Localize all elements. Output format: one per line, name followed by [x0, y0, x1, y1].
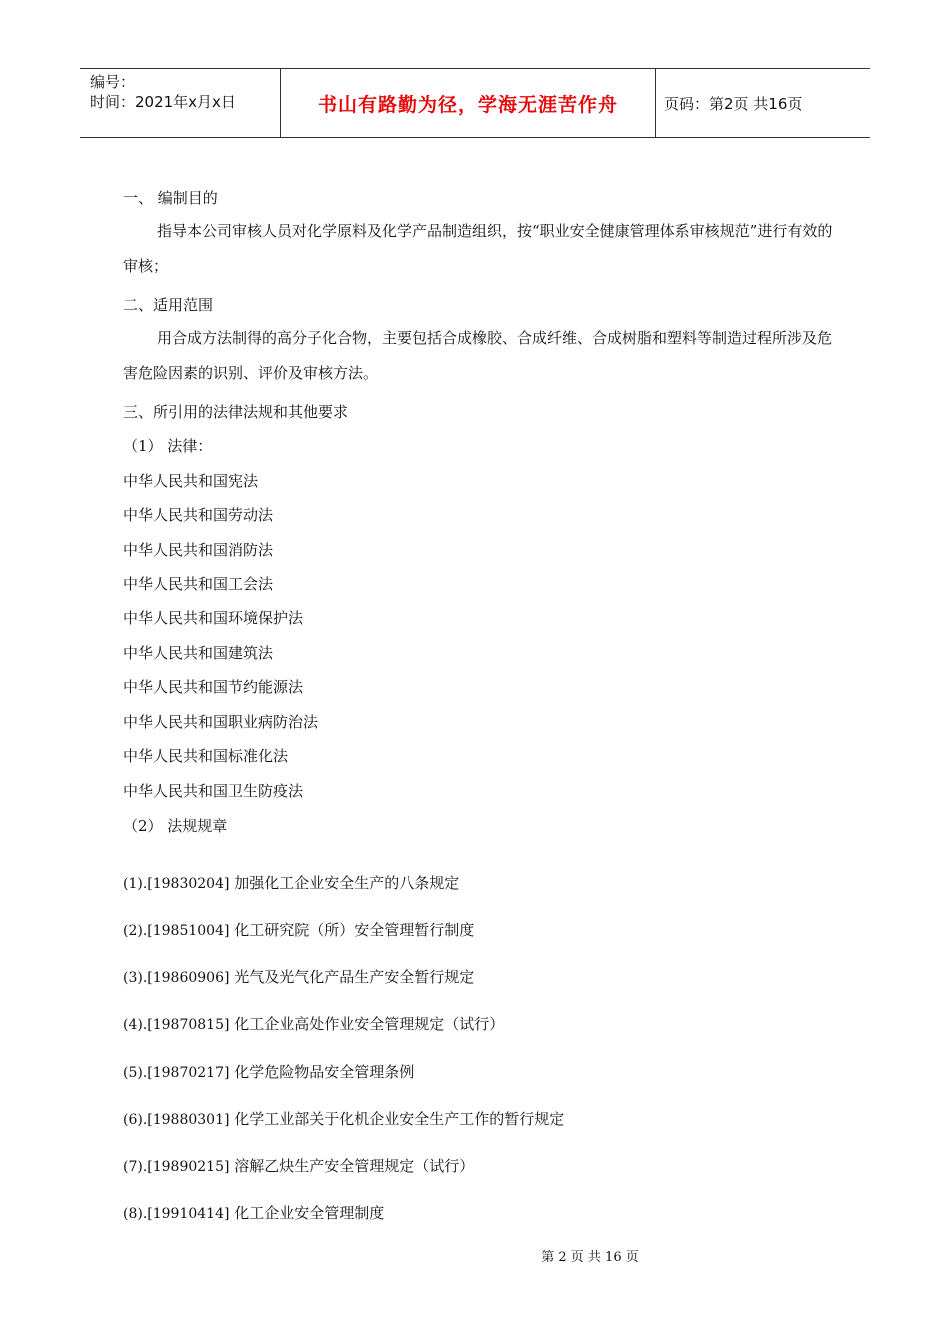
regulation-item: [123, 1155, 474, 1176]
law-item: 中华人民共和国职业病防治法: [123, 713, 319, 731]
law-item: 中华人民共和国宪法: [123, 472, 259, 490]
time-label: 时间：2021年x月x日: [90, 93, 236, 111]
section-1-title: 一、 编制目的: [123, 189, 218, 207]
regulation-code: (6).[19880301]: [123, 1112, 230, 1128]
law-item: 中华人民共和国消防法: [123, 541, 274, 559]
regulation-code: (3).[19860906]: [123, 970, 230, 986]
subsection-regulations-title: （2） 法规规章: [123, 817, 228, 835]
regulation-title: 化工研究院（所）安全管理暂行制度: [234, 921, 475, 939]
regulation-code: (8).[19910414]: [123, 1206, 230, 1222]
page-header: [80, 68, 870, 138]
number-label: 编号：: [90, 73, 136, 91]
regulation-item: [123, 919, 474, 940]
regulation-item: [123, 1061, 414, 1082]
regulation-item: [123, 1013, 504, 1034]
page-footer: 第 2 页 共 16 页: [541, 1250, 639, 1265]
law-item: 中华人民共和国节约能源法: [123, 678, 304, 696]
section-2-title: 二、适用范围: [123, 296, 214, 314]
regulation-code: (5).[19870217]: [123, 1065, 230, 1081]
regulation-code: (2).[19851004]: [123, 923, 230, 939]
regulation-item: [123, 1108, 564, 1129]
regulation-title: 化工企业安全管理制度: [234, 1204, 385, 1222]
law-item: 中华人民共和国工会法: [123, 575, 274, 593]
regulation-code: (4).[19870815]: [123, 1017, 230, 1033]
regulation-title: 化工企业高处作业安全管理规定（试行）: [234, 1015, 505, 1033]
regulation-item: [123, 872, 459, 893]
header-page-info: 页码：第2页 共16页: [664, 94, 803, 113]
section-1-text: 指导本公司审核人员对化学原料及化学产品制造组织，按“职业安全健康管理体系审核规范”进行有效的审核；: [123, 222, 833, 275]
law-item: 中华人民共和国环境保护法: [123, 609, 304, 627]
regulation-title: 溶解乙炔生产安全管理规定（试行）: [234, 1157, 475, 1175]
regulation-title: 光气及光气化产品生产安全暂行规定: [234, 968, 475, 986]
law-item: 中华人民共和国劳动法: [123, 506, 274, 524]
regulation-title: 化学危险物品安全管理条例: [234, 1063, 415, 1081]
law-item: 中华人民共和国卫生防疫法: [123, 782, 304, 800]
section-3-title: 三、所引用的法律法规和其他要求: [123, 403, 349, 421]
subsection-laws-title: （1） 法律：: [123, 437, 213, 455]
regulation-title: 加强化工企业安全生产的八条规定: [234, 874, 460, 892]
regulation-code: (7).[19890215]: [123, 1159, 230, 1175]
regulation-code: (1).[19830204]: [123, 876, 230, 892]
law-item: 中华人民共和国建筑法: [123, 644, 274, 662]
section-2-text: 用合成方法制得的高分子化合物，主要包括合成橡胶、合成纤维、合成树脂和塑料等制造过程所涉及危害危险因素的识别、评价及审核方法。: [123, 329, 833, 382]
regulation-item: [123, 1202, 384, 1223]
law-item: 中华人民共和国标准化法: [123, 747, 289, 765]
header-meta: [80, 69, 281, 137]
regulation-item: [123, 966, 474, 987]
header-slogan: 书山有路勤为径，学海无涯苦作舟: [281, 69, 656, 137]
regulation-title: 化学工业部关于化机企业安全生产工作的暂行规定: [234, 1110, 565, 1128]
